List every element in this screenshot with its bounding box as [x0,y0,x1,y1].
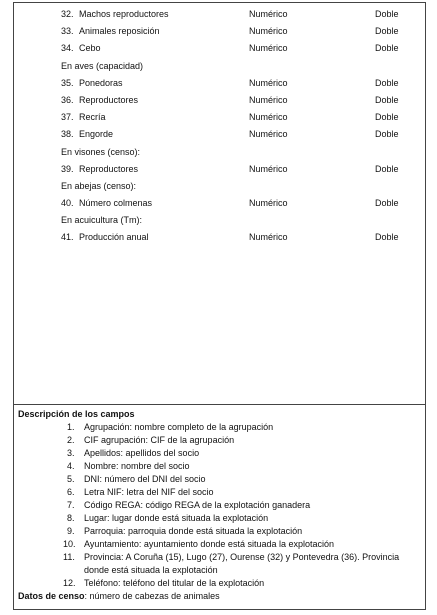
field-name: Reproductores [79,163,139,174]
census-note [18,590,422,603]
field-number: 40. [61,198,74,209]
field-row [0,75,437,92]
description-text: DNI: número del DNI del socio [84,474,206,484]
description-item [18,460,422,473]
description-text: Teléfono: teléfono del titular de la explotación [84,578,265,588]
field-type: Numérico [249,43,288,54]
description-number: 9. [67,526,75,536]
field-number: 32. [61,9,74,19]
field-type: Numérico [249,198,288,209]
description-number: 5. [67,474,75,484]
description-number: 12. [63,578,76,588]
field-name: Cebo [79,43,101,54]
field-format: Doble [375,9,399,19]
description-text: Código REGA: código REGA de la explotación ganadera [84,500,311,510]
description-number: 2. [67,435,75,445]
field-number: 41. [61,232,74,243]
field-format: Doble [375,94,399,105]
fields-table [0,6,437,247]
field-row [0,195,437,212]
description-text: Ayuntamiento: ayuntamiento donde está situada la explotación [84,539,335,549]
field-name: Machos reproductores [79,9,169,19]
field-number: 38. [61,129,74,140]
description-text: Provincia: A Coruña (15), Lugo (27), Ourense (32) y Pontevedra (36). Provincia [84,552,400,562]
field-format: Doble [375,232,399,243]
description-item [18,551,422,577]
field-type: Numérico [249,94,288,105]
field-row [0,6,437,23]
group-heading-row [0,178,437,195]
description-item [18,486,422,499]
field-format: Doble [375,112,399,123]
description-text: Letra NIF: letra del NIF del socio [84,487,214,497]
description-text: Lugar: lugar donde está situada la explotación [84,513,269,523]
field-row [0,161,437,178]
field-name: Reproductores [79,94,139,105]
description-number: 7. [67,500,75,510]
field-number: 35. [61,77,74,88]
description-number: 10. [63,539,76,549]
group-heading: En aves (capacidad) [61,60,144,71]
field-number: 33. [61,26,74,37]
description-item [18,538,422,551]
field-descriptions-section [18,408,422,603]
field-format: Doble [375,129,399,140]
field-row [0,92,437,109]
description-item [18,447,422,460]
field-name: Animales reposición [79,26,160,37]
field-format: Doble [375,163,399,174]
field-row [0,23,437,40]
field-number: 37. [61,112,74,123]
description-text: CIF agrupación: CIF de la agrupación [84,435,235,445]
group-heading: En acuicultura (Tm): [61,215,143,226]
descriptions-title: Descripción de los campos [18,409,135,419]
field-type: Numérico [249,26,288,37]
description-text: Agrupación: nombre completo de la agrupación [84,422,274,432]
group-heading-row [0,58,437,75]
description-number: 1. [67,422,75,432]
field-row [0,126,437,143]
field-format: Doble [375,198,399,209]
description-number: 6. [67,487,75,497]
group-heading: En abejas (censo): [61,180,137,191]
census-text: : número de cabezas de animales [84,591,220,601]
description-item [18,434,422,447]
field-type: Numérico [249,112,288,123]
description-item [18,473,422,486]
field-type: Numérico [249,129,288,140]
group-heading: En visones (censo): [61,146,141,157]
description-item [18,421,422,434]
description-number: 3. [67,448,75,458]
description-item [18,499,422,512]
group-heading-row [0,212,437,229]
field-type: Numérico [249,9,288,19]
field-name: Número colmenas [79,198,153,209]
description-item [18,577,422,590]
description-number: 8. [67,513,75,523]
description-number: 11. [63,552,75,562]
field-row [0,109,437,126]
description-text: Nombre: nombre del socio [84,461,190,471]
description-item [18,512,422,525]
field-row [0,40,437,57]
field-type: Numérico [249,232,288,243]
field-format: Doble [375,26,399,37]
field-number: 39. [61,163,74,174]
field-type: Numérico [249,163,288,174]
field-name: Recría [79,112,106,123]
description-text: Apellidos: apellidos del socio [84,448,200,458]
description-text: Parroquia: parroquia donde está situada la explotación [84,526,303,536]
description-text-continued: donde está situada la explotación [84,565,218,575]
group-heading-row [0,144,437,161]
section-divider [13,404,426,405]
description-number: 4. [67,461,75,471]
description-item [18,525,422,538]
field-row [0,229,437,246]
field-format: Doble [375,43,399,54]
field-format: Doble [375,77,399,88]
census-label: Datos de censo [18,591,85,601]
field-name: Producción anual [79,232,149,243]
field-name: Engorde [79,129,114,140]
field-name: Ponedoras [79,77,123,88]
field-number: 36. [61,94,74,105]
field-number: 34. [61,43,74,54]
field-type: Numérico [249,77,288,88]
descriptions-list [18,421,422,590]
